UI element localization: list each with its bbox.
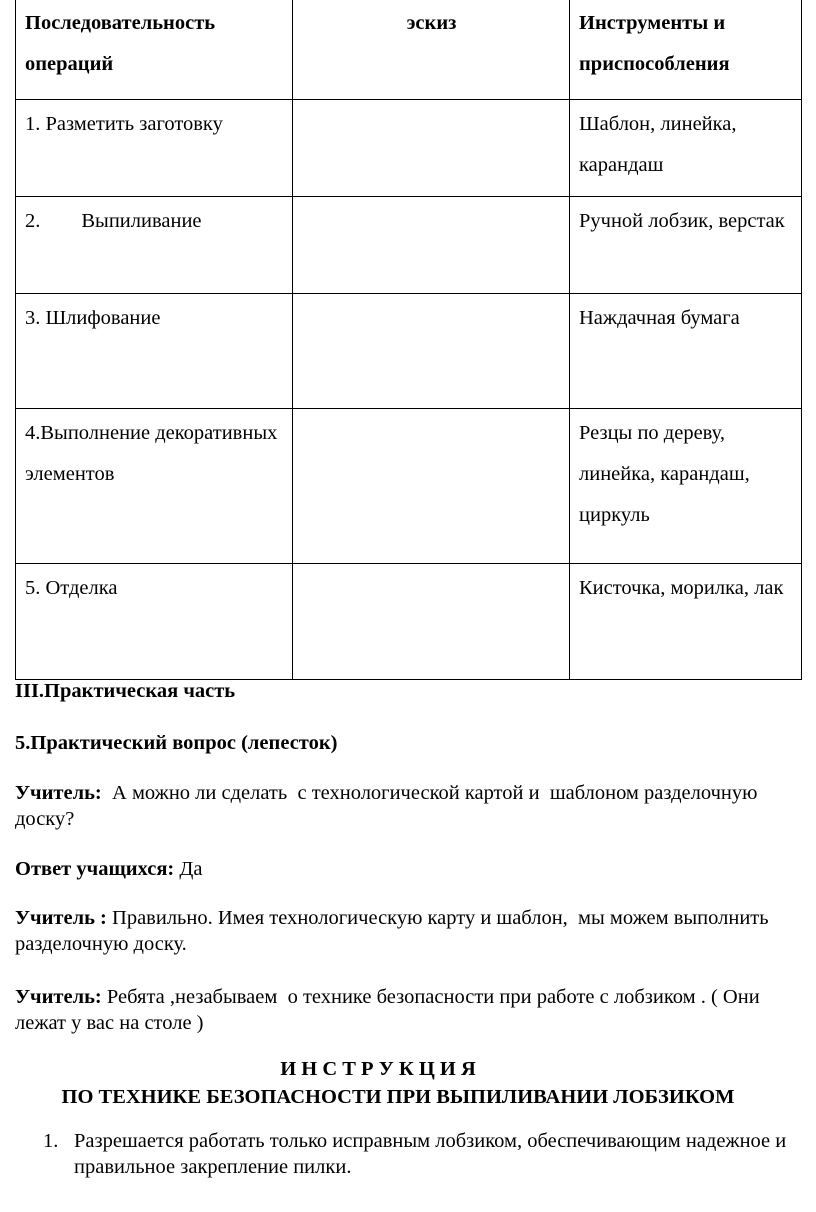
dialog-line (15, 984, 800, 1036)
tools-cell: Шаблон, линейка, карандаш (570, 100, 802, 197)
sketch-cell (293, 564, 570, 680)
sketch-cell (293, 100, 570, 197)
sketch-cell (293, 197, 570, 294)
tools-cell: Резцы по дереву, линейка, карандаш, циркуль (570, 409, 802, 564)
table-row (16, 197, 802, 294)
tools-cell: Ручной лобзик, верстак (570, 197, 802, 294)
dialog-text: А можно ли сделать с технологической картой и шаблоном разделочную доску? (15, 782, 763, 830)
item-number: 1. (43, 1130, 59, 1152)
operations-table (15, 0, 802, 680)
table-row (16, 294, 802, 409)
speaker: Ответ учащихся: (15, 858, 175, 880)
speaker: Учитель: (15, 782, 102, 804)
table-header-row (16, 0, 802, 100)
tools-cell: Наждачная бумага (570, 294, 802, 409)
instruction-list (15, 1128, 795, 1180)
dialog-line (15, 856, 775, 882)
header-sketch: эскиз (293, 0, 570, 100)
sketch-cell (293, 409, 570, 564)
table-row (16, 564, 802, 680)
tools-cell: Кисточка, морилка, лак (570, 564, 802, 680)
sketch-cell (293, 294, 570, 409)
question-title: 5.Практический вопрос (лепесток) (15, 732, 338, 754)
table-row (16, 100, 802, 197)
header-operations: Последовательность операций (16, 0, 293, 100)
table-row (16, 409, 802, 564)
section-title: III.Практическая часть (15, 680, 236, 702)
operation-cell: 3. Шлифование (16, 294, 293, 409)
operation-cell: 2. Выпиливание (16, 197, 293, 294)
header-tools: Инструменты и приспособления (570, 0, 802, 100)
dialog-text: Ребята ,незабываем о технике безопасности при работе с лобзиком . ( Они лежат у вас на столе ) (15, 986, 765, 1034)
dialog-text: Правильно. Имея технологическую карту и шаблон, мы можем выполнить разделочную доску. (15, 907, 774, 955)
operation-cell: 4.Выполнение декоративных элементов (16, 409, 293, 564)
dialog-line (15, 780, 775, 832)
operation-cell: 5. Отделка (16, 564, 293, 680)
speaker: Учитель: (15, 986, 102, 1008)
dialog-text: Да (174, 858, 203, 880)
operation-cell: 1. Разметить заготовку (16, 100, 293, 197)
instruction-title: И Н С Т Р У К Ц И Я (280, 1058, 476, 1080)
speaker: Учитель : (15, 907, 107, 929)
item-text: Разрешается работать только исправным лобзиком, обеспечивающим надежное и правильное закрепление пилки. (74, 1130, 787, 1178)
list-item (15, 1128, 795, 1180)
dialog-line (15, 905, 775, 957)
instruction-subtitle: ПО ТЕХНИКЕ БЕЗОПАСНОСТИ ПРИ ВЫПИЛИВАНИИ ЛОБЗИКОМ (61, 1086, 735, 1108)
